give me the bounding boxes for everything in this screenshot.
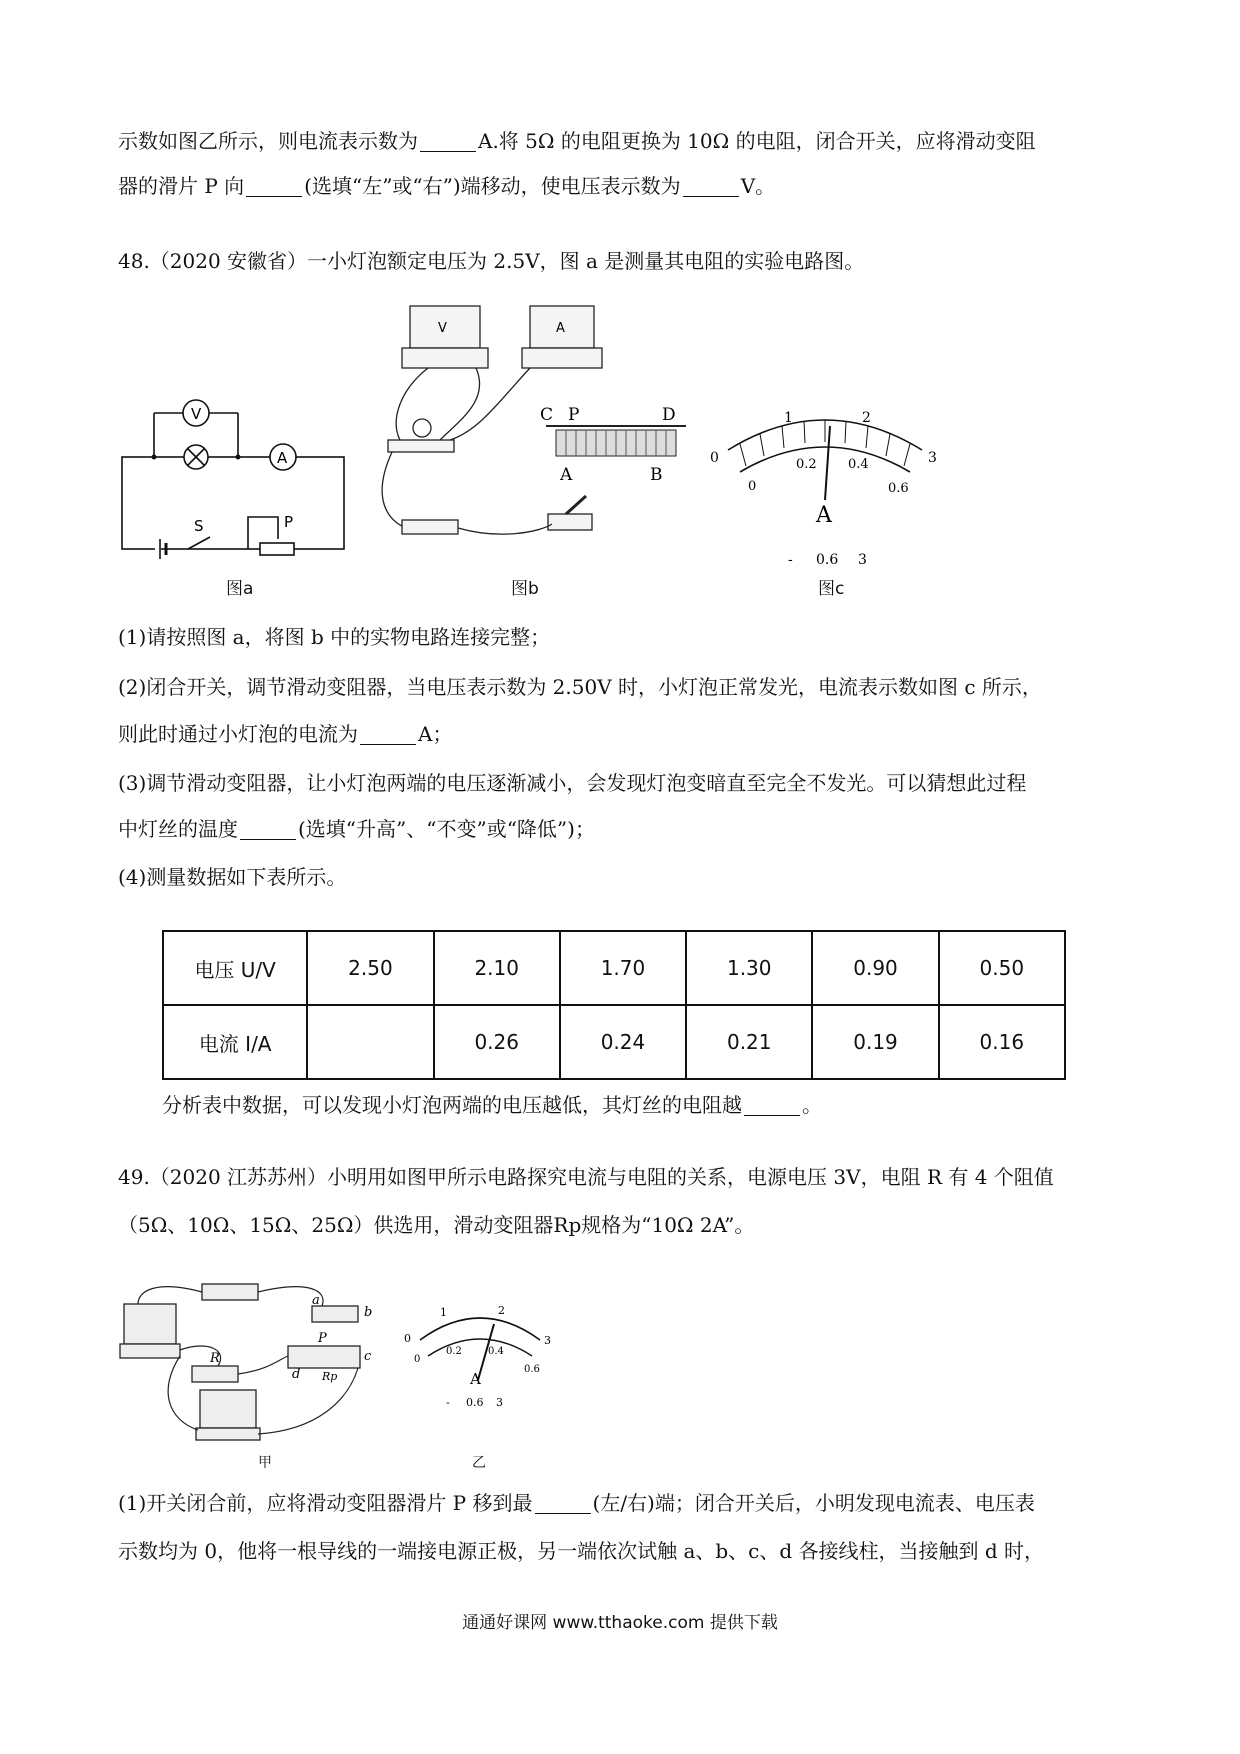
scale-top-0: 0 — [710, 450, 719, 466]
sub-question-1: (1)请按照图 a，将图 b 中的实物电路连接完整； — [118, 625, 551, 649]
ammeter-dial-c — [700, 400, 950, 570]
terminal-b: b — [364, 1305, 373, 1320]
ammeter-label-b: A — [556, 321, 565, 336]
text-line: 中灯丝的温度 (选填“升高”、“不变”或“降低”)； — [118, 817, 595, 841]
scale-top-3: 3 — [928, 450, 937, 466]
figure-jia-caption: 甲 — [258, 1455, 272, 1471]
scale-top-2: 2 — [862, 410, 871, 426]
figure-yi-caption: 乙 — [472, 1455, 486, 1471]
table-cell: 0.16 — [939, 1005, 1065, 1079]
question-49-cont: （5Ω、10Ω、15Ω、25Ω）供选用，滑动变阻器Rp规格为“10Ω 2A”。 — [118, 1213, 755, 1237]
slider-P-jia: P — [318, 1331, 327, 1346]
switch-label: S — [194, 517, 204, 535]
table-header-current: 电流 I/A — [163, 1005, 307, 1079]
table-cell: 0.26 — [434, 1005, 560, 1079]
text-line: 分析表中数据，可以发现小灯泡两端的电压越低，其灯丝的电阻越 。 — [162, 1093, 822, 1117]
terminal-0-6-yi: 0.6 — [466, 1396, 484, 1409]
question-48: 48.（2020 安徽省）一小灯泡额定电压为 2.5V，图 a 是测量其电阻的实验电路图。 — [118, 249, 865, 273]
answer-blank[interactable] — [240, 819, 296, 840]
page-footer: 通通好课网 www.tthaoke.com 提供下载 — [462, 1613, 778, 1633]
physical-circuit-jia — [118, 1270, 421, 1450]
scale-bottom-0-4: 0.4 — [848, 457, 869, 472]
rheostat-Rp: Rp — [322, 1370, 338, 1383]
text-line: 器的滑片 P 向 (选填“左”或“右”)端移动，使电压表示数为 V。 — [118, 174, 776, 198]
dial-unit-A: A — [816, 503, 832, 528]
scale-top-0-yi: 0 — [404, 1332, 411, 1345]
text-line: (1)开关闭合前，应将滑动变阻器滑片 P 移到最 (左/右)端；闭合开关后，小明发现电流表、电压表 — [118, 1491, 1035, 1515]
scale-top-3-yi: 3 — [544, 1334, 551, 1347]
rheostat-terminal-A: A — [560, 465, 573, 484]
terminal-minus: - — [788, 552, 793, 568]
table-cell: 0.90 — [812, 931, 938, 1005]
figure-a-caption: 图a — [226, 579, 254, 599]
scale-bottom-0-yi: 0 — [414, 1354, 421, 1365]
sub-question-3: (3)调节滑动变阻器，让小灯泡两端的电压逐渐减小，会发现灯泡变暗直至完全不发光。可以猜想此过程 — [118, 771, 1027, 795]
table-cell: 0.21 — [686, 1005, 812, 1079]
dial-unit-A-yi: A — [470, 1370, 481, 1388]
scale-top-1: 1 — [784, 410, 793, 426]
scale-bottom-0-6-yi: 0.6 — [524, 1364, 540, 1375]
terminal-d: d — [292, 1367, 301, 1382]
resistor-R: R — [210, 1351, 220, 1366]
answer-blank[interactable] — [744, 1095, 800, 1116]
voltmeter-symbol: V — [191, 405, 202, 423]
table-cell: 2.50 — [307, 931, 433, 1005]
scale-bottom-0-2-yi: 0.2 — [446, 1346, 462, 1357]
table-row — [163, 1005, 1065, 1079]
ammeter-dial-yi — [400, 1300, 560, 1430]
table-cell: 0.50 — [939, 931, 1065, 1005]
terminal-3: 3 — [858, 552, 867, 568]
rheostat-terminal-C: C — [540, 405, 554, 425]
scale-bottom-0-2: 0.2 — [796, 457, 817, 472]
sub-question-4: (4)测量数据如下表所示。 — [118, 865, 347, 889]
scale-top-2-yi: 2 — [498, 1304, 505, 1317]
figure-b-caption: 图b — [511, 579, 539, 599]
terminal-a: a — [312, 1293, 320, 1308]
terminal-c: c — [364, 1349, 372, 1364]
table-cell-blank[interactable] — [307, 1005, 433, 1079]
rheostat-terminal-D: D — [662, 405, 676, 425]
rheostat-slider-P: P — [568, 405, 580, 425]
rheostat — [536, 402, 696, 484]
answer-blank[interactable] — [535, 1493, 591, 1514]
ammeter-symbol: A — [277, 449, 288, 467]
table-cell: 1.70 — [560, 931, 686, 1005]
terminal-0-6: 0.6 — [816, 552, 839, 568]
answer-blank[interactable] — [420, 131, 476, 152]
figure-c-caption: 图c — [818, 579, 845, 599]
table-header-voltage: 电压 U/V — [163, 931, 307, 1005]
text-line: 示数均为 0，他将一根导线的一端接电源正极，另一端依次试触 a、b、c、d 各接线柱，当接触到 d 时， — [118, 1539, 1045, 1563]
terminal-minus-yi: - — [446, 1396, 450, 1409]
text-line: 则此时通过小灯泡的电流为 A； — [118, 722, 453, 746]
table-cell: 2.10 — [434, 931, 560, 1005]
scale-bottom-0-4-yi: 0.4 — [488, 1346, 504, 1357]
table-cell: 1.30 — [686, 931, 812, 1005]
table-cell: 0.19 — [812, 1005, 938, 1079]
answer-blank[interactable] — [683, 176, 739, 197]
table-row — [163, 931, 1065, 1005]
answer-blank[interactable] — [246, 176, 302, 197]
rheostat-terminal-B: B — [650, 465, 663, 484]
text-line: 示数如图乙所示，则电流表示数为 A.将 5Ω 的电阻更换为 10Ω 的电阻，闭合开关，应将滑动变阻 — [118, 129, 1036, 153]
table-cell: 0.24 — [560, 1005, 686, 1079]
scale-bottom-0-6: 0.6 — [888, 481, 909, 496]
scale-top-1-yi: 1 — [440, 1306, 447, 1319]
sub-question-2: (2)闭合开关，调节滑动变阻器，当电压表示数为 2.50V 时，小灯泡正常发光，电流表示数如图 c 所示， — [118, 675, 1042, 699]
slider-label: P — [284, 513, 294, 531]
terminal-3-yi: 3 — [496, 1396, 503, 1409]
answer-blank[interactable] — [360, 724, 416, 745]
measurement-table — [162, 930, 1066, 1080]
circuit-diagram-a — [118, 385, 358, 565]
scale-bottom-0: 0 — [748, 479, 757, 494]
question-49: 49.（2020 江苏苏州）小明用如图甲所示电路探究电流与电阻的关系，电源电压 3V，电阻 R 有 4 个阻值 — [118, 1165, 1054, 1189]
voltmeter-label-b: V — [438, 321, 447, 336]
